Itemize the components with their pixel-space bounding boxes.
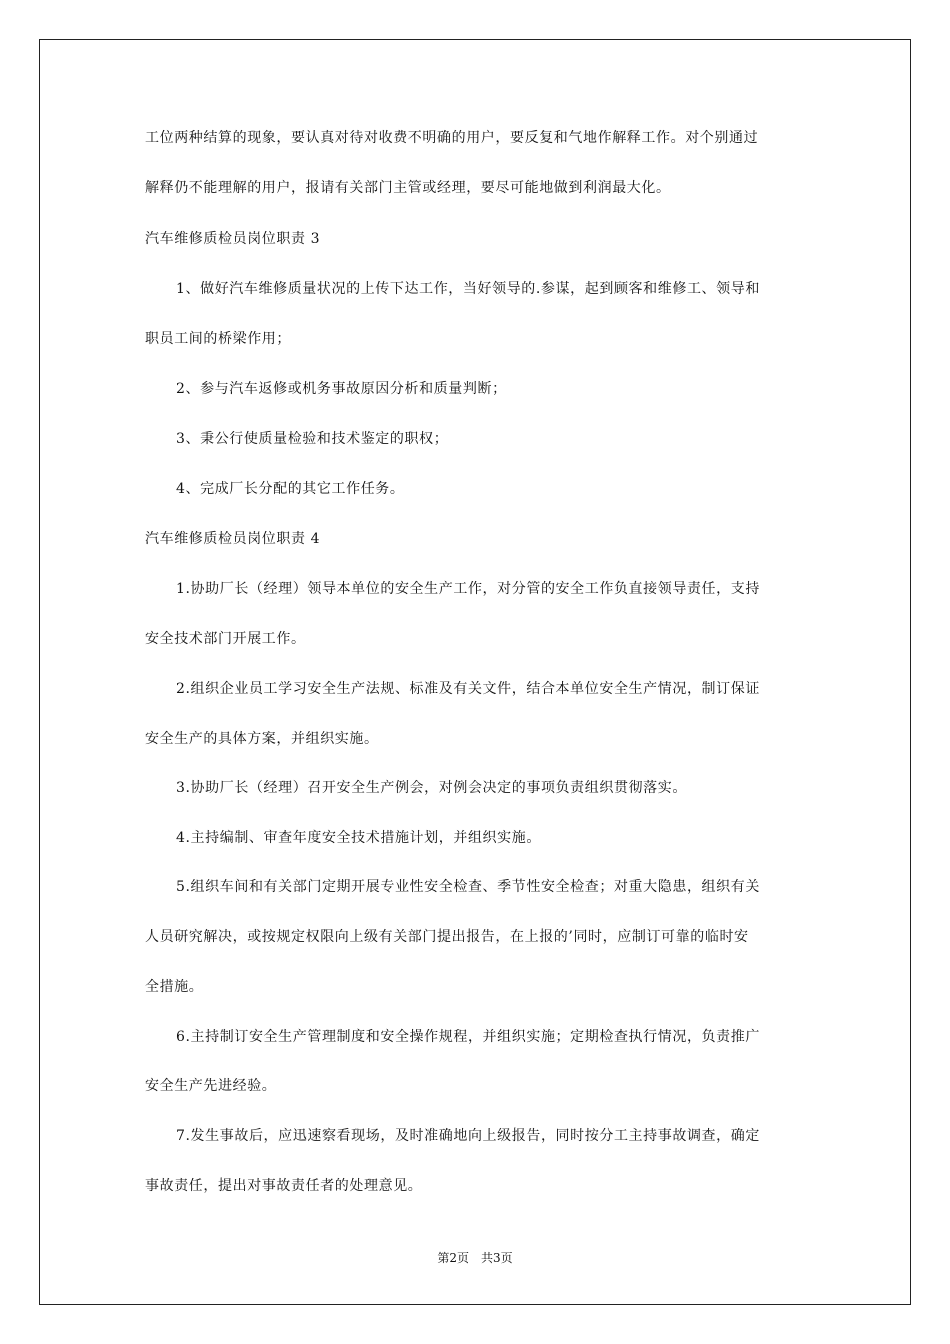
text-line: 4、完成厂长分配的其它工作任务。 xyxy=(176,481,405,497)
text-line: 2.组织企业员工学习安全生产法规、标准及有关文件，结合本单位安全生产情况，制订保证 xyxy=(176,681,760,697)
text-line: 6.主持制订安全生产管理制度和安全操作规程，并组织实施；定期检查执行情况，负责推广 xyxy=(176,1029,760,1045)
text-line: 7.发生事故后，应迅速察看现场，及时准确地向上级报告，同时按分工主持事故调查，确定 xyxy=(176,1128,760,1144)
text-line: 安全生产先进经验。 xyxy=(145,1078,277,1094)
text-line: 安全技术部门开展工作。 xyxy=(145,631,306,647)
page-number: 第2页 共3页 xyxy=(437,1251,513,1265)
text-line: 解释仍不能理解的用户，报请有关部门主管或经理，要尽可能地做到利润最大化。 xyxy=(145,180,671,196)
section-heading: 汽车维修质检员岗位职责 3 xyxy=(145,231,321,247)
text-line: 3、秉公行使质量检验和技术鉴定的职权； xyxy=(176,431,449,447)
section-heading: 汽车维修质检员岗位职责 4 xyxy=(145,531,321,547)
text-line: 人员研究解决，或按规定权限向上级有关部门提出报告，在上报的’同时，应制订可靠的临时安 xyxy=(145,929,749,945)
text-line: 工位两种结算的现象，要认真对待对收费不明确的用户，要反复和气地作解释工作。对个别通过 xyxy=(145,130,759,146)
text-line: 安全生产的具体方案，并组织实施。 xyxy=(145,731,379,747)
text-line: 4.主持编制、审查年度安全技术措施计划，并组织实施。 xyxy=(176,830,541,846)
text-line: 全措施。 xyxy=(145,979,204,995)
text-line: 事故责任，提出对事故责任者的处理意见。 xyxy=(145,1178,423,1194)
text-line: 1、做好汽车维修质量状况的上传下达工作，当好领导的.参谋，起到顾客和维修工、领导和 xyxy=(176,281,760,297)
text-line: 1.协助厂长（经理）领导本单位的安全生产工作，对分管的安全工作负直接领导责任，支持 xyxy=(176,581,760,597)
text-line: 3.协助厂长（经理）召开安全生产例会，对例会决定的事项负责组织贯彻落实。 xyxy=(176,780,687,796)
text-line: 2、参与汽车返修或机务事故原因分析和质量判断； xyxy=(176,381,507,397)
text-line: 职员工间的桥梁作用； xyxy=(145,331,291,347)
text-line: 5.组织车间和有关部门定期开展专业性安全检查、季节性安全检查；对重大隐患，组织有关 xyxy=(176,879,760,895)
